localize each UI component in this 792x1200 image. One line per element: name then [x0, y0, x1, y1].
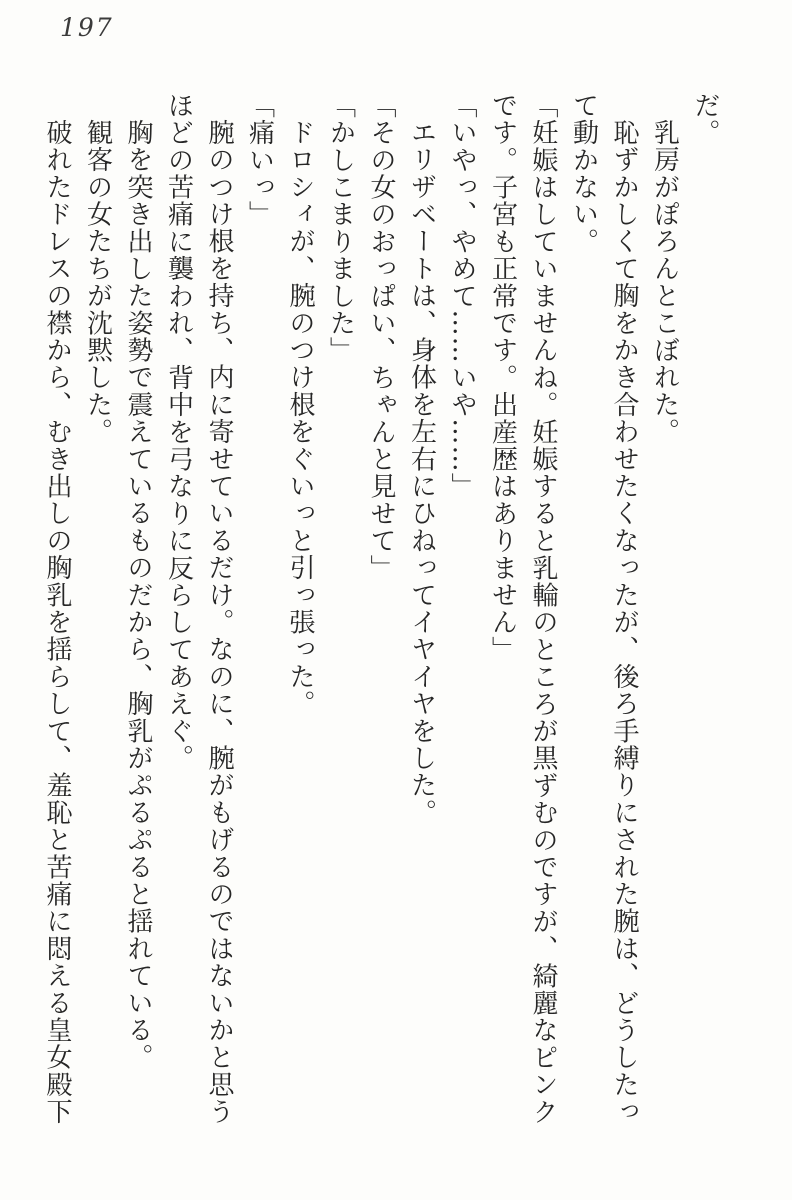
text-line: 破れたドレスの襟から、むき出しの胸乳を揺らして、羞恥と苦痛に悶える皇女殿下 [42, 119, 72, 1126]
vertical-text-block [37, 92, 726, 1144]
text-line: 「かしこまりました」 [325, 92, 356, 364]
text-line: 「妊娠はしていませんね。妊娠すると乳輪のところが黒ずむのですが、綺麗なピンク [528, 92, 558, 1126]
text-line: て動かない。 [568, 92, 599, 256]
text-line: ほどの苦痛に襲われ、背中を弓なりに反らしてあえぐ。 [163, 92, 194, 772]
text-line: 恥ずかしくて胸をかき合わせたくなったが、後ろ手縛りにされた腕は、どうしたっ [609, 119, 639, 1126]
text-line: 「その女のおっぱい、ちゃんと見せて」 [366, 92, 396, 582]
text-line: 腕のつけ根を持ち、内に寄せているだけ。なのに、腕がもげるのではないかと思う [204, 119, 234, 1126]
page-number: 197 [60, 13, 114, 42]
text-line: 「痛いっ」 [244, 92, 275, 228]
text-line: 乳房がぽろんとこぼれた。 [649, 119, 680, 446]
text-line: ドロシィが、腕のつけ根をぐいっと引っ張った。 [285, 119, 315, 718]
text-line: 観客の女たちが沈黙した。 [82, 119, 113, 446]
text-line: 「いやっ、やめて……いや……」 [447, 92, 477, 500]
text-line: だ。 [690, 92, 720, 147]
text-line: エリザベートは、身体を左右にひねってイヤイヤをした。 [406, 119, 437, 827]
text-line: 胸を突き出した姿勢で震えているものだから、胸乳がぷるぷると揺れている。 [123, 119, 153, 1072]
text-line: です。子宮も正常です。出産歴はありません」 [487, 92, 518, 664]
